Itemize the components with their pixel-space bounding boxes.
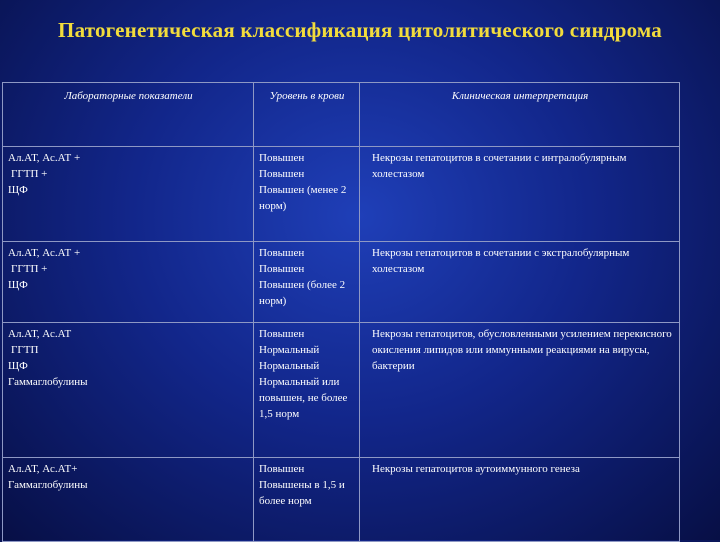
- level-text: Повышен: [259, 327, 305, 340]
- indicators-cell: [3, 147, 254, 242]
- interpretation-cell: [360, 322, 680, 457]
- table-row: [3, 322, 680, 457]
- indicator-text: Ал.АТ, Ас.АТ +: [8, 152, 81, 164]
- level-text: Повышен (менее 2 норм): [259, 184, 347, 212]
- level-text: Нормальный: [259, 343, 320, 356]
- indicators-cell: [3, 322, 254, 457]
- interpretation-cell: [360, 147, 680, 242]
- indicator-text: Ал.АТ, Ас.АТ +: [8, 247, 81, 260]
- levels-cell: [254, 457, 360, 541]
- interpretation-text: Некрозы гепатоцитов в сочетании с интралобулярным холестазом: [372, 152, 627, 180]
- indicator-text: ЩФ: [8, 359, 28, 372]
- table-row: [3, 147, 680, 242]
- indicators-cell: [3, 457, 254, 541]
- indicator-text: ЩФ: [8, 184, 28, 196]
- levels-cell: [254, 147, 360, 242]
- indicator-text: Гаммаглобулины: [8, 478, 88, 491]
- level-text: Повышен: [259, 462, 305, 475]
- interpretation-cell: [360, 242, 680, 322]
- table-header-row: [3, 83, 680, 147]
- header-lab-indicators: Лабораторные показатели: [3, 83, 254, 147]
- indicator-text: Ал.АТ, Ас.АТ: [8, 327, 72, 340]
- indicator-text: Ал.АТ, Ас.АТ+: [8, 462, 78, 475]
- level-text: Повышены в 1,5 и более норм: [259, 478, 345, 507]
- indicator-text: ГГТП: [11, 343, 39, 356]
- header-clinical-interpretation: Клиническая интерпретация: [360, 83, 680, 147]
- indicator-text: ГГТП +: [11, 168, 48, 180]
- interpretation-text: Некрозы гепатоцитов аутоиммунного генеза: [372, 462, 580, 475]
- level-text: Нормальный или повышен, не более 1,5 норм: [259, 375, 348, 420]
- level-text: Нормальный: [259, 359, 320, 372]
- slide-title: Патогенетическая классификация цитолитического синдрома: [58, 18, 662, 42]
- table-row: [3, 457, 680, 541]
- interpretation-cell: [360, 457, 680, 541]
- classification-table: [2, 82, 680, 542]
- level-text: Повышен: [259, 168, 305, 180]
- indicator-text: Гаммаглобулины: [8, 375, 88, 388]
- levels-cell: [254, 242, 360, 322]
- interpretation-text: Некрозы гепатоцитов в сочетании с экстралобулярным холестазом: [372, 247, 630, 276]
- level-text: Повышен (более 2 норм): [259, 279, 346, 308]
- interpretation-text: Некрозы гепатоцитов, обусловленными усилением перекисного окисления липидов или иммунными реакциями на вирусы, бактерии: [372, 327, 672, 372]
- header-blood-level: Уровень в крови: [254, 83, 360, 147]
- indicators-cell: [3, 242, 254, 322]
- indicator-text: ЩФ: [8, 279, 28, 292]
- level-text: Повышен: [259, 247, 305, 260]
- table-row: [3, 242, 680, 322]
- level-text: Повышен: [259, 152, 305, 164]
- level-text: Повышен: [259, 263, 305, 276]
- indicator-text: ГГТП +: [11, 263, 48, 276]
- levels-cell: [254, 322, 360, 457]
